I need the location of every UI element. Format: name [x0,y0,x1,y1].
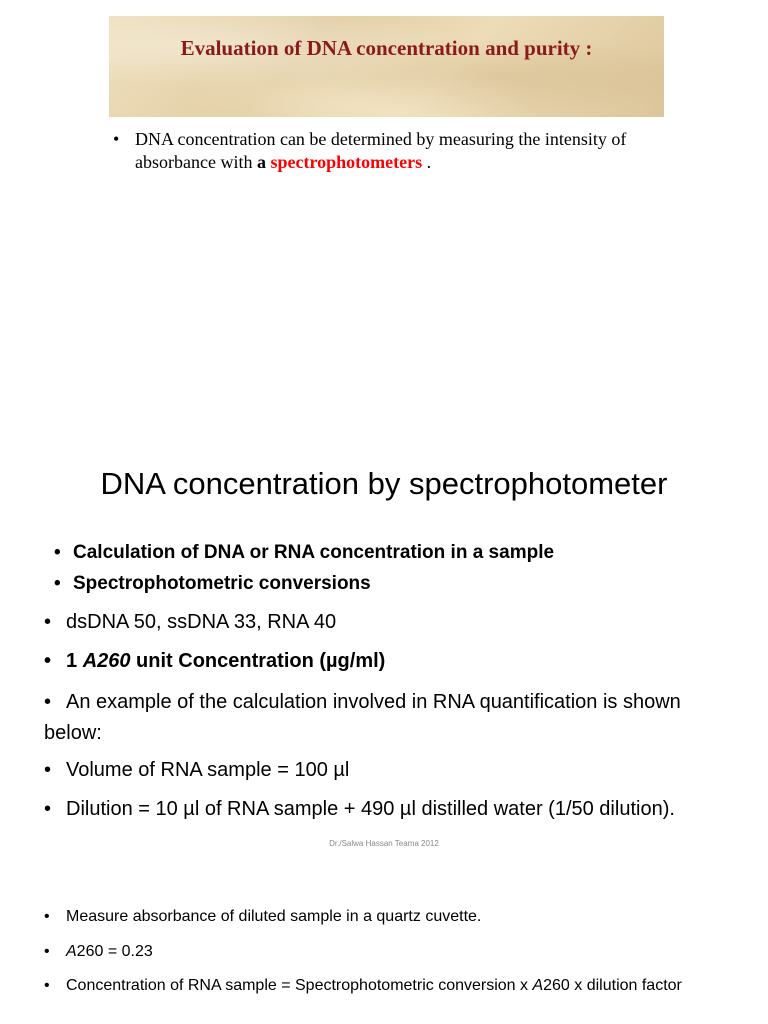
bullet-example: • An example of the calculation involved in RNA quantification is shown below: [44,691,681,744]
bullet-measure-absorbance: • Measure absorbance of diluted sample in a quartz cuvette. [44,908,482,925]
bullet-calculation: • Calculation of DNA or RNA concentration in a sample [54,542,555,563]
bullet-dot: • [113,129,120,149]
bullet-conversions: • Spectrophotometric conversions [54,573,371,594]
slide-title-spectrophotometer: DNA concentration by spectrophotometer [100,466,668,501]
bullet-a260-unit: • 1 A260 unit Concentration (µg/ml) [44,650,386,672]
bullet-dilution: • Dilution = 10 µl of RNA sample + 490 µl distilled water (1/50 dilution). [44,798,675,820]
bullet-a260-value: • A260 = 0.23 [44,943,153,960]
bullet-concentration-formula: • Concentration of RNA sample = Spectrophotometric conversion x A260 x dilution factor [44,977,682,994]
banner-title: Evaluation of DNA concentration and purity : [180,36,593,60]
bullet-text: DNA concentration can be determined by measuring the intensity of absorbance with a spectrophotometers . [135,129,627,172]
bullet-dna-concentration [113,128,653,174]
bullet-volume: • Volume of RNA sample = 100 µl [44,759,350,781]
footer-credit: Dr./Salwa Hassan Teama 2012 [329,839,439,848]
bullet-conversion-values: • dsDNA 50, ssDNA 33, RNA 40 [44,611,337,633]
title-banner [109,16,664,117]
slide-evaluation [0,0,768,440]
spectrophotometers-highlight: spectrophotometers [270,152,423,172]
